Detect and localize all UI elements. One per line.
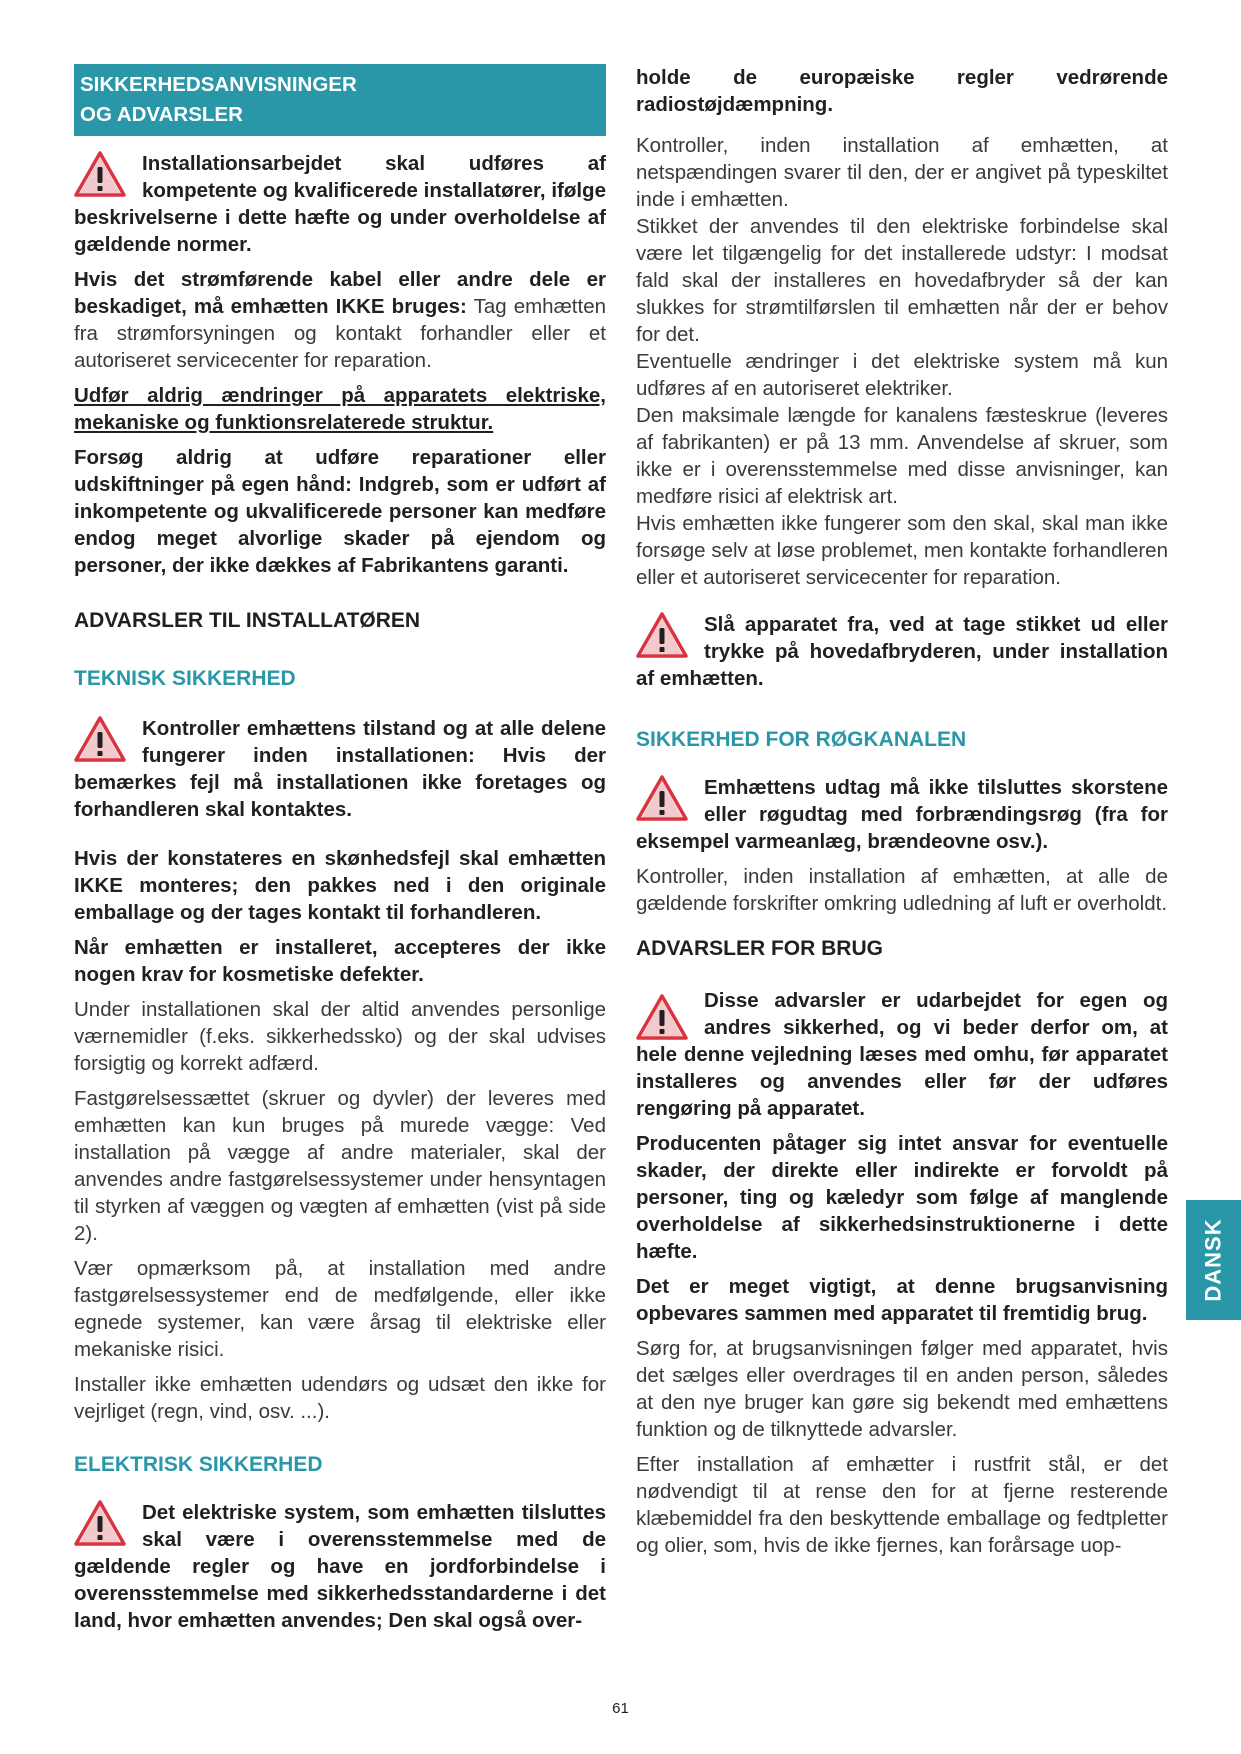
language-tab-label: DANSK (1200, 1218, 1226, 1302)
paragraph-plug-access: Stikket der anvendes til den elektriske forbindelse skal være let tilgængelig for det installerede udstyr: I modsat fald skal der installeres en hovedafbryder så der kan slukkes for strømtilførslen til emhætten når der er behov for det. (636, 215, 1168, 346)
paragraph-screw-length: Den maksimale længde for kanalens fæsteskrue (leveres af fabrikanten) er på 13 mm. Anvendelse af skruer, som ikke er i overensstemmelse med disse anvisninger, kan medføre risici af elektrisk art. (636, 404, 1168, 508)
paragraph-transfer-manual: Sørg for, at brugsanvisningen følger med apparatet, hvis det sælges eller overdrages til en anden person, således at den nye bruger kan gøre sig bekendt med emhættens funktion og de tilknyttede advarsler. (636, 1337, 1168, 1441)
warning-text: Emhættens udtag må ikke tilsluttes skorstene eller røgudtag med forbrændingsrøg (fra for eksempel varmeanlæg, brændeovne osv.). (636, 776, 1168, 853)
warning-block-usage (636, 987, 1168, 1122)
warning-triangle-icon (636, 611, 688, 659)
left-column (74, 64, 606, 1634)
paragraph-bold-lead: Hvis det strømførende kabel eller andre dele er beskadiget, må emhætten IKKE bruges: (74, 268, 606, 318)
paragraph-rest: Tag emhætten fra strømforsyningen og kontakt forhandler eller et autoriseret servicecenter for reparation. (74, 295, 607, 372)
paragraph-cosmetic-defect: Hvis der konstateres en skønhedsfejl skal emhætten IKKE monteres; den pakkes ned i den originale emballage og der tages kontakt til forhandleren. (74, 847, 606, 924)
warning-block-installation (74, 150, 606, 258)
language-tab (1186, 1200, 1241, 1320)
paragraph-electrician: Eventuelle ændringer i det elektriske system må kun udføres af en autoriseret elektriker. (636, 350, 1168, 400)
heading-flue-safety: SIKKERHED FOR RØGKANALEN (636, 728, 967, 751)
paragraph-air-discharge: Kontroller, inden installation af emhætten, at alle de gældende forskrifter omkring udledning af luft er overholdt. (636, 865, 1168, 915)
paragraph-liability: Producenten påtager sig intet ansvar for eventuelle skader, der direkte eller indirekte er forvoldt på personer, ting og kæledyr som følge af manglende overholdelse af sikkerhedsinstruktionerne i dette hæfte. (636, 1132, 1168, 1263)
warning-block-check-hood (74, 715, 606, 823)
paragraph-no-claims: Når emhætten er installeret, accepteres der ikke nogen krav for kosmetiske defekter. (74, 936, 606, 986)
warning-text: Det elektriske system, som emhætten tilsluttes skal være i overensstemmelse med de gældende regler og have en jordforbindelse i overensstemmelse med sikkerhedsstandarderne i det land, hvor emhætten anvendes; Den skal også over- (74, 1501, 606, 1632)
warning-block-electrical (74, 1499, 606, 1634)
warning-text: Slå apparatet fra, ved at tage stikket ud eller trykke på hovedafbryderen, under installation af emhætten. (636, 613, 1168, 690)
paragraph-voltage: Kontroller, inden installation af emhætten, at netspændingen svarer til den, der er angivet på typeskiltet inde i emhætten. (636, 134, 1168, 211)
paragraph-protective-equipment: Under installationen skal der altid anvendes personlige værnemidler (f.eks. sikkerhedssko) og der skal udvises forsigtig og korrekt adfærd. (74, 998, 606, 1075)
paragraph-other-fixings: Vær opmærksom på, at installation med andre fastgørelsessystemer end de medfølgende, eller ikke egnede systemer, kan være årsag til elektriske eller mekaniske risici. (74, 1257, 606, 1361)
heading-electrical-safety: ELEKTRISK SIKKERHED (74, 1453, 323, 1476)
warning-triangle-icon (74, 150, 126, 198)
paragraph-no-repairs: Forsøg aldrig at udføre reparationer eller udskiftninger på egen hånd: Indgreb, som er udført af inkompetente og ukvalificerede personer kan medføre endog meget alvorlige skader på ejendom og personer, der ikke dækkes af Fabrikantens garanti. (74, 446, 606, 577)
paragraph-no-modifications: Udfør aldrig ændringer på apparatets elektriske, mekaniske og funktionsrelaterede struktur. (74, 384, 606, 434)
warning-text: Disse advarsler er udarbejdet for egen og andres sikkerhed, og vi beder derfor om, at hele denne vejledning læses med omhu, før apparatet installeres og anvendes eller før der udføres rengøring på apparatet. (636, 989, 1168, 1120)
warning-block-unplug (636, 611, 1168, 692)
banner-line-2: OG ADVARSLER (80, 103, 243, 126)
paragraph-keep-manual: Det er meget vigtigt, at denne brugsanvisning opbevares sammen med apparatet til fremtidig brug. (636, 1275, 1168, 1325)
warning-text: Kontroller emhættens tilstand og at alle delene fungerer inden installationen: Hvis der bemærkes fejl må installationen ikke foretages og forhandleren skal kontaktes. (74, 717, 606, 821)
heading-technical-safety: TEKNISK SIKKERHED (74, 667, 296, 690)
warning-text: Installationsarbejdet skal udføres af kompetente og kvalificerede installatører, ifølge beskrivelserne i dette hæfte og under overholdelse af gældende normer. (74, 152, 606, 256)
warning-block-flue (636, 774, 1168, 855)
paragraph-stainless-cleaning: Efter installation af emhætter i rustfrit stål, er det nødvendigt til at rense den for at fjerne resterende klæbemiddel fra den beskyttende emballage og fedtpletter og olier, som, hvis de ikke fjernes, kan forårsage uop- (636, 1453, 1168, 1557)
right-column (636, 64, 1168, 1559)
warning-triangle-icon (636, 774, 688, 822)
page-number: 61 (612, 1700, 629, 1717)
paragraph-damaged-cable (74, 266, 606, 374)
banner-line-1: SIKKERHEDSANVISNINGER (80, 73, 357, 96)
heading-installer-warnings: ADVARSLER TIL INSTALLATØREN (74, 609, 421, 632)
paragraph-fixing-kit: Fastgørelsessættet (skruer og dyvler) der leveres med emhætten kan kun bruges på murede vægge: Ved installation på vægge af andre materialer, skal der anvendes andre fastgørelsessystemer under hensyntagen til styrken af væggen og vægten af emhætten (vist på side 2). (74, 1087, 606, 1245)
warning-triangle-icon (74, 1499, 126, 1547)
paragraph-radio-continuation: holde de europæiske regler vedrørende radiostøjdæmpning. (636, 66, 1168, 116)
warning-triangle-icon (636, 993, 688, 1041)
paragraph-malfunction: Hvis emhætten ikke fungerer som den skal, skal man ikke forsøge selv at løse problemet, men kontakte forhandleren eller et autoriseret servicecenter for reparation. (636, 512, 1168, 589)
section-banner (74, 64, 606, 136)
paragraph-outdoor: Installer ikke emhætten udendørs og udsæt den ikke for vejrliget (regn, vind, osv. ...). (74, 1373, 606, 1423)
warning-triangle-icon (74, 715, 126, 763)
heading-usage-warnings: ADVARSLER FOR BRUG (636, 937, 883, 960)
